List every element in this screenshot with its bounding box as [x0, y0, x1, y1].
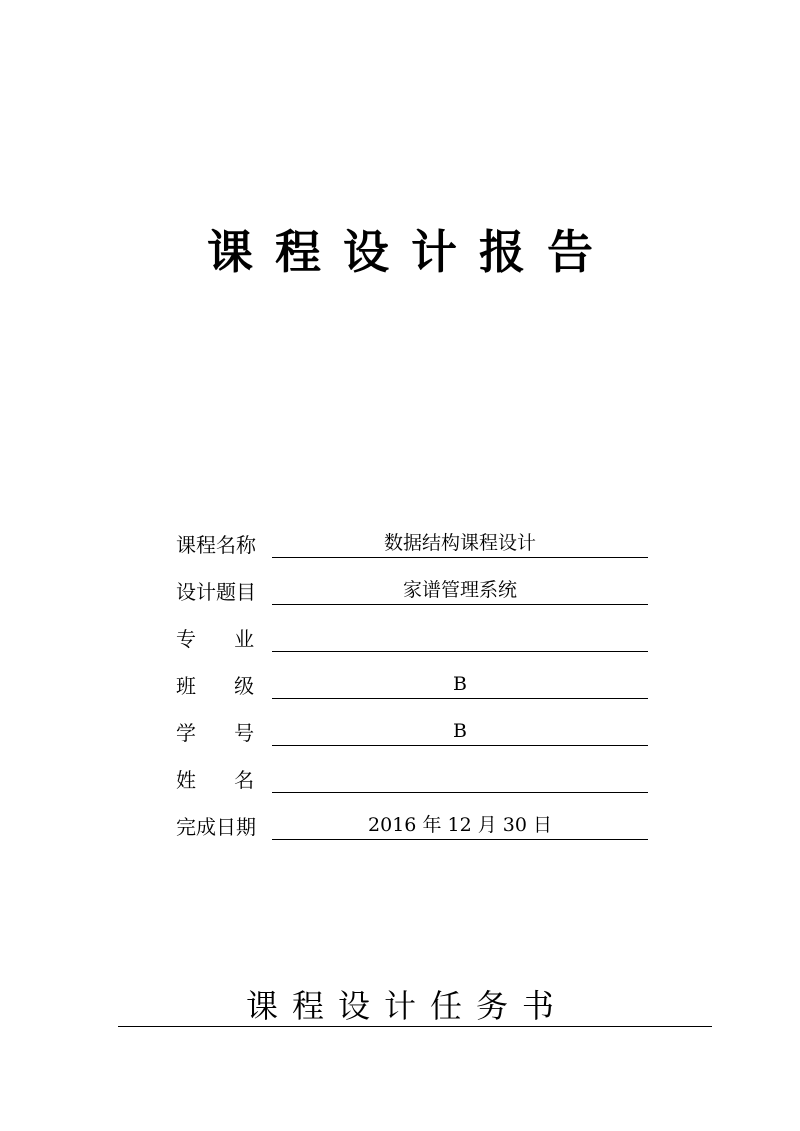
field-label: 学 号 [176, 721, 255, 745]
info-row-major [176, 621, 652, 668]
report-title: 课程设计报告 [207, 225, 615, 279]
info-row-course-name [176, 527, 652, 574]
task-book-title: 课程设计任务书 [245, 987, 568, 1025]
field-underline [272, 698, 648, 699]
field-value: 数据结构课程设计 [383, 532, 536, 554]
field-label: 姓 名 [176, 768, 255, 792]
info-row-name [176, 762, 652, 809]
field-value: B [453, 673, 467, 695]
field-value: 家谱管理系统 [402, 579, 517, 601]
horizontal-rule [118, 1026, 712, 1027]
field-underline [272, 839, 648, 840]
field-underline [272, 792, 648, 793]
info-row-student-id [176, 715, 652, 762]
field-value: B [453, 720, 467, 742]
info-row-completion-date [176, 809, 652, 856]
field-underline [272, 557, 648, 558]
field-label: 专 业 [176, 627, 255, 651]
field-underline [272, 604, 648, 605]
field-label: 课程名称 [176, 533, 256, 557]
field-value: 2016 年 12 月 30 日 [368, 814, 552, 836]
info-table [176, 527, 652, 856]
info-row-design-topic [176, 574, 652, 621]
field-underline [272, 745, 648, 746]
field-label: 班 级 [176, 674, 255, 698]
info-row-class [176, 668, 652, 715]
field-label: 设计题目 [176, 580, 256, 604]
field-underline [272, 651, 648, 652]
field-label: 完成日期 [176, 815, 256, 839]
